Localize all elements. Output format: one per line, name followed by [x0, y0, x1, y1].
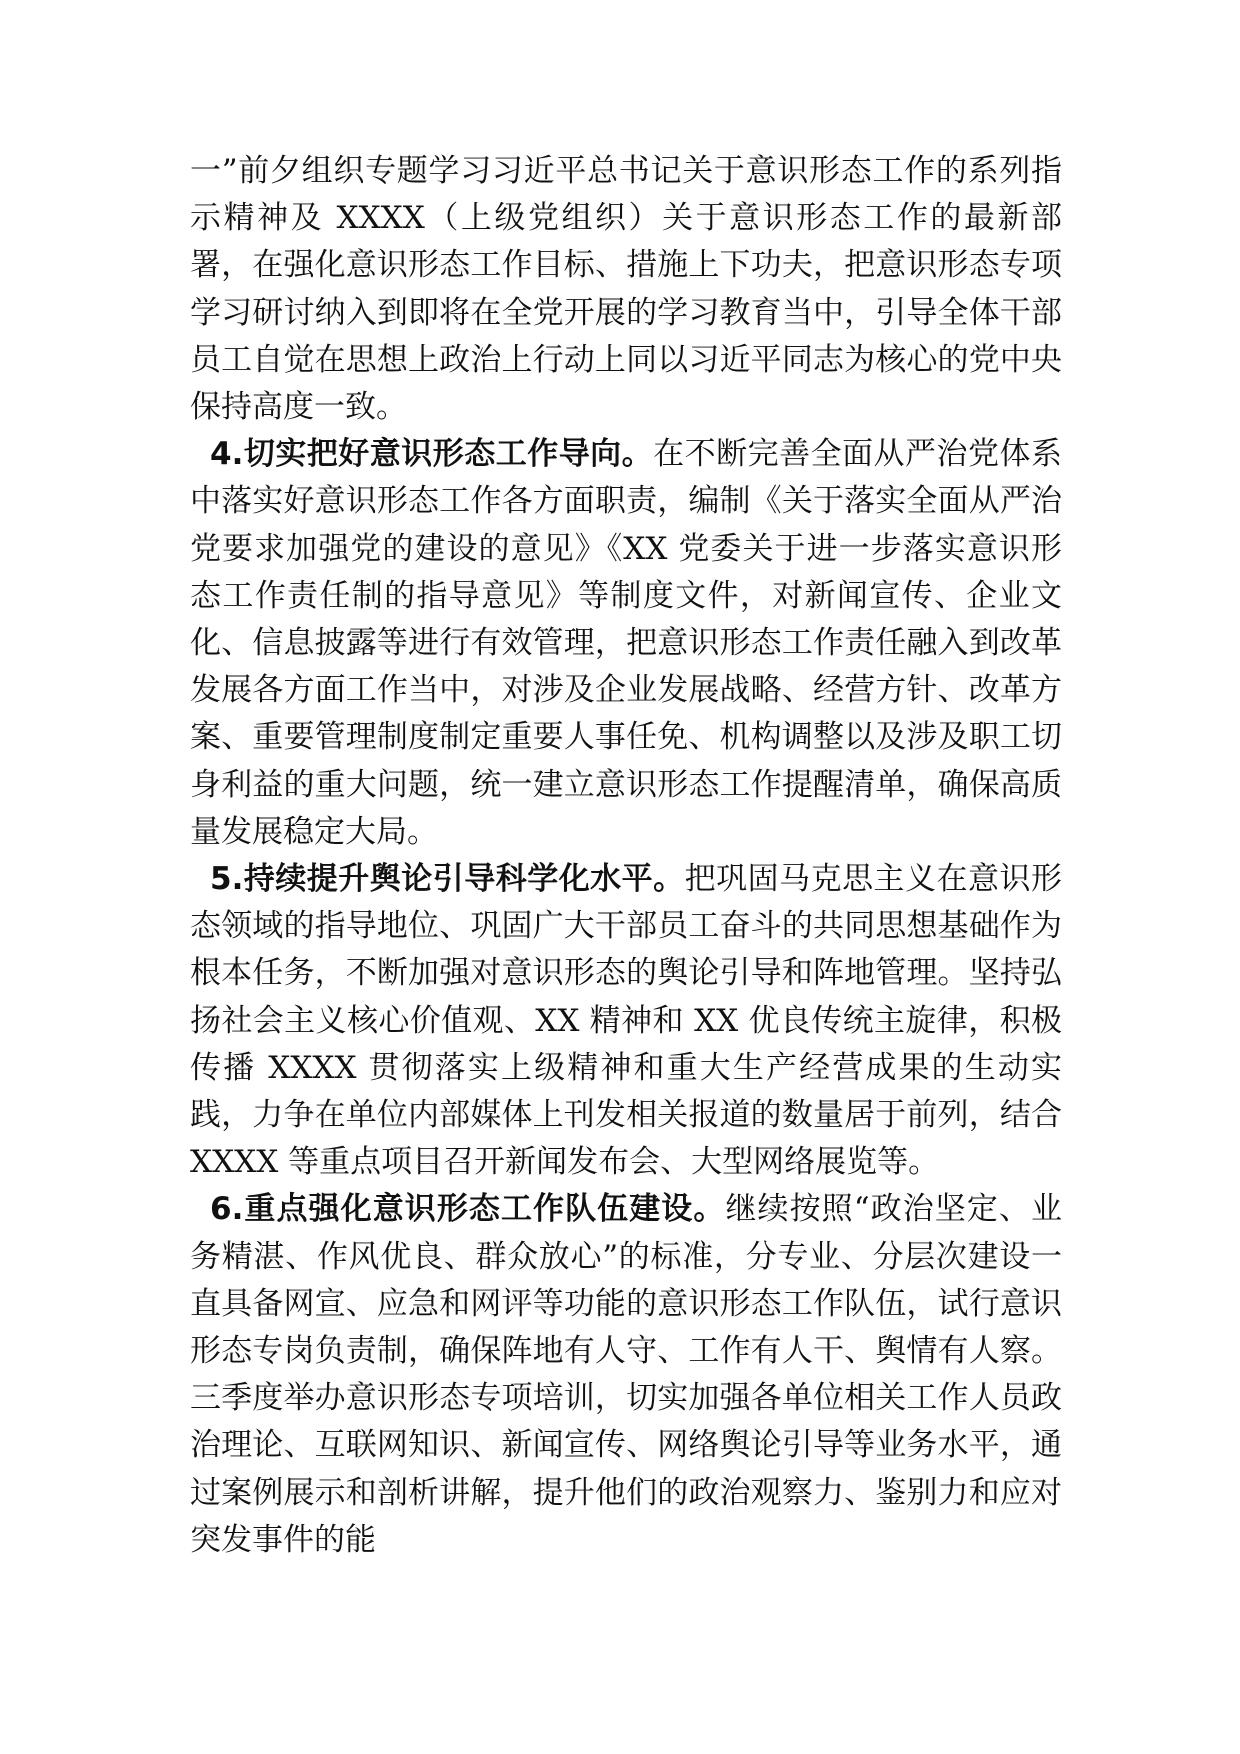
- paragraph-item-5: [190, 856, 1062, 1186]
- paragraph-item-4: [190, 431, 1062, 856]
- paragraph-heading: 5.持续提升舆论引导科学化水平。: [210, 861, 685, 898]
- paragraph-heading: 4.切实把好意识形态工作导向。: [210, 436, 654, 473]
- paragraph-heading: 6.重点强化意识形态工作队伍建设。: [210, 1191, 726, 1228]
- paragraph-text: 继续按照“政治坚定、业务精湛、作风优良、群众放心”的标准，分专业、分层次建设一直具备网宣、应急和网评等功能的意识形态工作队伍，试行意识形态专岗负责制，确保阵地有人守、工作有人干、舆情有人察。三季度举办意识形态专项培训，切实加强各单位相关工作人员政治理论、互联网知识、新闻宣传、网络舆论引导等业务水平，通过案例展示和剖析讲解，提升他们的政治观察力、鉴别力和应对突发事件的能: [190, 1191, 1062, 1558]
- paragraph-text: 把巩固马克思主义在意识形态领域的指导地位、巩固广大干部员工奋斗的共同思想基础作为根本任务，不断加强对意识形态的舆论引导和阵地管理。坚持弘扬社会主义核心价值观、XX 精神和 XX 优良传统主旋律，积极传播 XXXX 贯彻落实上级精神和重大生产经营成果的生动实践，力争在单位内部媒体上刊发相关报道的数量居于前列，结合 XXXX 等重点项目召开新闻发布会、大型网络展览等。: [190, 861, 1062, 1181]
- paragraph-item-6: [190, 1186, 1062, 1564]
- document-body: [190, 148, 1062, 1564]
- paragraph-text: 在不断完善全面从严治党体系中落实好意识形态工作各方面职责，编制《关于落实全面从严治党要求加强党的建设的意见》《XX 党委关于进一步落实意识形态工作责任制的指导意见》等制度文件，对新闻宣传、企业文化、信息披露等进行有效管理，把意识形态工作责任融入到改革发展各方面工作当中，对涉及企业发展战略、经营方针、改革方案、重要管理制度制定重要人事任免、机构调整以及涉及职工切身利益的重大问题，统一建立意识形态工作提醒清单，确保高质量发展稳定大局。: [190, 436, 1062, 850]
- paragraph-continuation: [190, 148, 1062, 431]
- paragraph-text: 一”前夕组织专题学习习近平总书记关于意识形态工作的系列指示精神及 XXXX（上级党组织）关于意识形态工作的最新部署，在强化意识形态工作目标、措施上下功夫，把意识形态专项学习研讨纳入到即将在全党开展的学习教育当中，引导全体干部员工自觉在思想上政治上行动上同以习近平同志为核心的党中央保持高度一致。: [190, 153, 1062, 426]
